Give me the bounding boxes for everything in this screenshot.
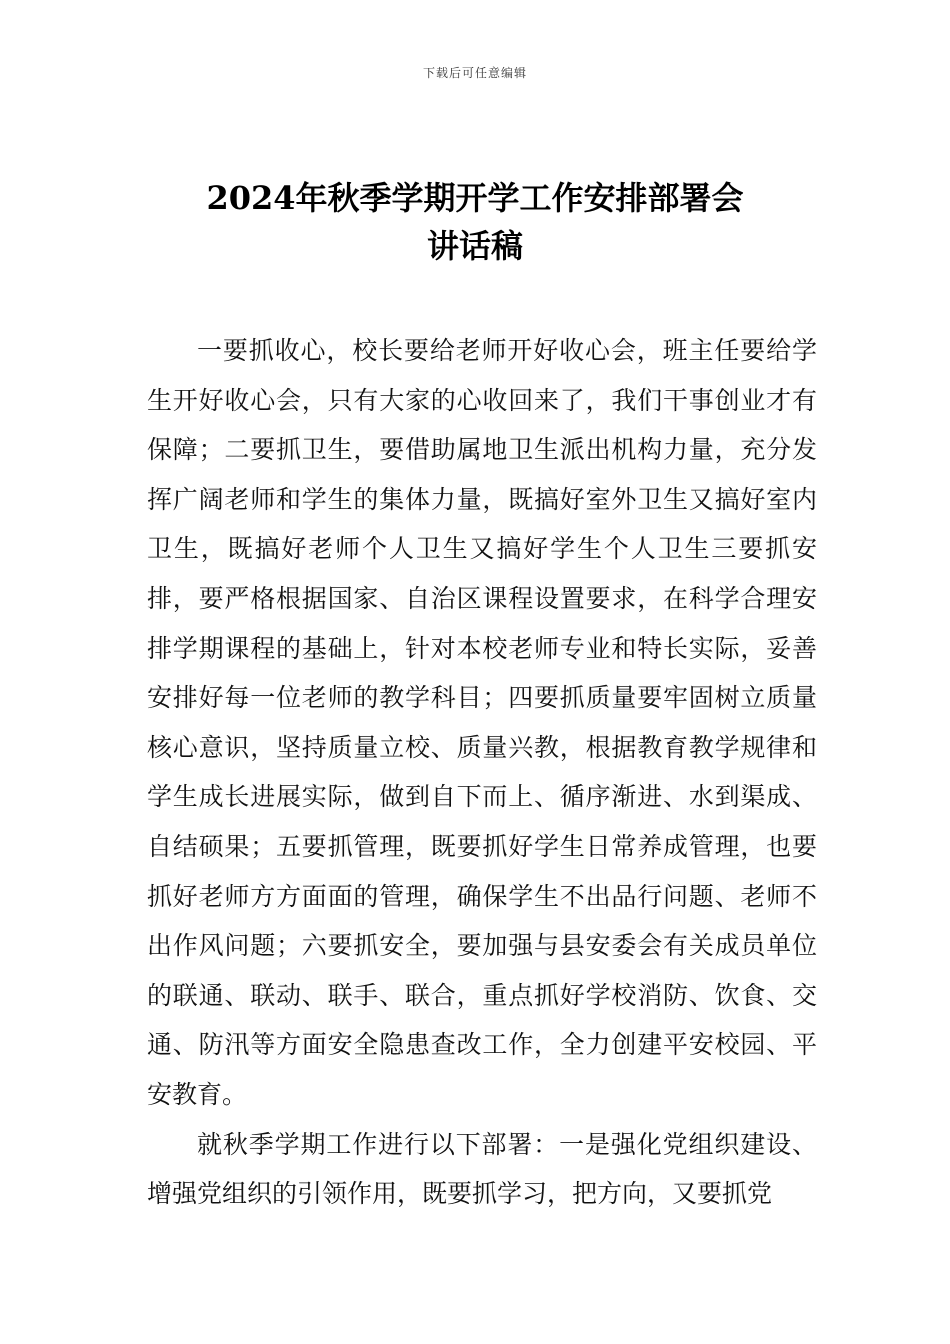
body-paragraph-2: 就秋季学期工作进行以下部署：一是强化党组织建设、增强党组织的引领作用，既要抓学习，把方向，又要抓党	[147, 1129, 817, 1209]
title-line-1: 2024年秋季学期开学工作安排部署会	[206, 179, 744, 217]
body-paragraph-1: 一要抓收心，校长要给老师开好收心会，班主任要给学生开好收心会，只有大家的心收回来了，我们干事创业才有保障；二要抓卫生，要借助属地卫生派出机构力量，充分发挥广阔老师和学生的集体力量，既搞好室外卫生又搞好室内卫生，既搞好老师个人卫生又搞好学生个人卫生三要抓安排，要严格根据国家、自治区课程设置要求，在科学合理安排学期课程的基础上，针对本校老师专业和特长实际，妥善安排好每一位老师的教学科目；四要抓质量要牢固树立质量核心意识，坚持质量立校、质量兴教，根据教育教学规律和学生成长进展实际，做到自下而上、循序渐进、水到渠成、自结硕果；五要抓管理，既要抓好学生日常养成管理，也要抓好老师方方面面的管理，确保学生不出品行问题、老师不出作风问题；六要抓安全，要加强与县安委会有关成员单位的联通、联动、联手、联合，重点抓好学校消防、饮食、交通、防汛等方面安全隐患查改工作，全力创建平安校园、平安教育。	[147, 336, 817, 1109]
header-note: 下载后可任意编辑	[422, 66, 527, 80]
title-line-2: 讲话稿	[426, 227, 523, 265]
document-title	[0, 174, 950, 270]
document-body	[147, 326, 817, 1219]
